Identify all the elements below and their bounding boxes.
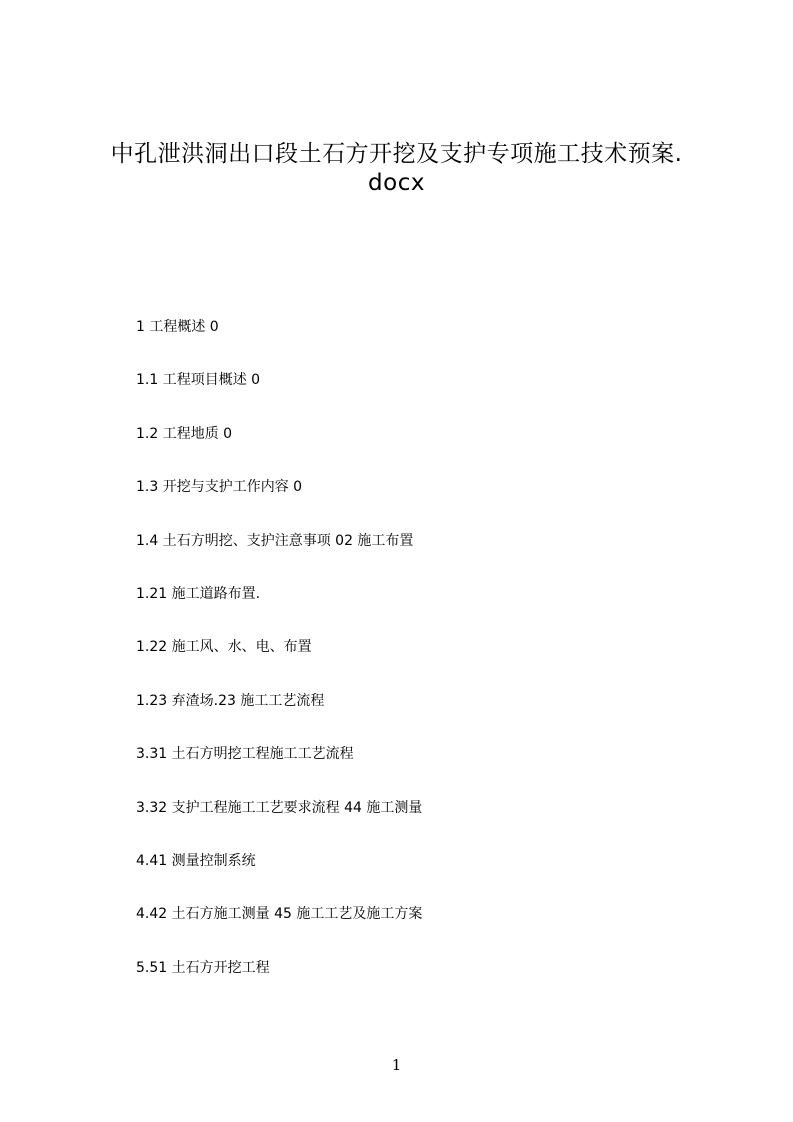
toc-entry[interactable]: 3.32 支护工程施工工艺要求流程 44 施工测量 (136, 799, 423, 816)
toc-entry[interactable]: 4.42 土石方施工测量 45 施工工艺及施工方案 (136, 906, 423, 923)
toc-entry[interactable]: 1.21 施工道路布置. (136, 585, 261, 602)
page-number: 1 (391, 1056, 402, 1074)
document-title (60, 140, 733, 198)
table-of-contents (136, 315, 422, 1009)
toc-entry[interactable]: 1 工程概述 0 (136, 319, 219, 335)
toc-entry[interactable]: 1.23 弃渣场.23 施工工艺流程 (136, 692, 325, 709)
toc-entry[interactable]: 1.3 开挖与支护工作内容 0 (136, 479, 303, 496)
document-title-line-1: 中孔泄洪洞出口段土石方开挖及支护专项施工技术预案. (110, 141, 683, 167)
toc-entry[interactable]: 1.1 工程项目概述 0 (136, 372, 261, 389)
toc-entry[interactable]: 1.4 土石方明挖、支护注意事项 02 施工布置 (136, 532, 414, 549)
toc-entry[interactable]: 1.2 工程地质 0 (136, 425, 233, 442)
document-title-line-2: docx (368, 170, 425, 196)
toc-entry[interactable]: 5.51 土石方开挖工程 (136, 959, 270, 976)
toc-entry[interactable]: 3.31 土石方明挖工程施工工艺流程 (136, 746, 354, 763)
toc-entry[interactable]: 1.22 施工风、水、电、布置 (136, 639, 312, 656)
toc-entry[interactable]: 4.41 测量控制系统 (136, 852, 256, 869)
